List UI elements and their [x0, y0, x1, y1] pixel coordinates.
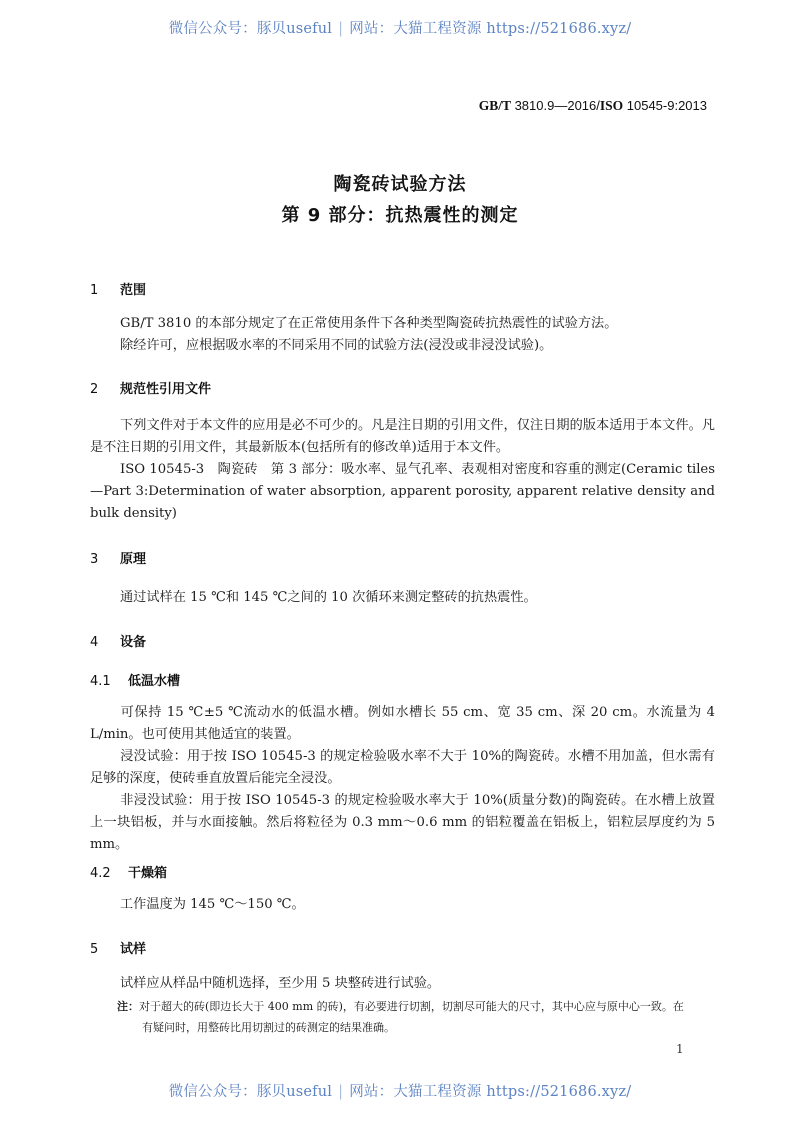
subsection-heading-4-2: 4.2 干燥箱 [90, 866, 168, 881]
section-5-note: 注：对于超大的砖(即边长大于 400 mm 的砖)，有必要进行切割，切割尽可能大的尺寸，其中心应与原中心一致。在 有疑问时，用整砖比用切割过的砖测定的结果准确。 [117, 1000, 684, 1034]
standard-code [479, 98, 707, 114]
section-heading-3: 3 原理 [90, 552, 147, 567]
watermark-site: 网站：大猫工程资源 https://521686.xyz/ [349, 21, 632, 37]
standard-code-iso: ISO [599, 98, 624, 113]
watermark-wechat: 微信公众号：豚贝useful [168, 21, 333, 37]
watermark-separator: | [338, 1084, 344, 1100]
section-heading-2: 2 规范性引用文件 [90, 382, 212, 397]
standard-code-iso-number: 10545-9:2013 [623, 98, 707, 113]
note-label: 注： [117, 1000, 139, 1013]
watermark-top [0, 17, 800, 38]
standard-code-number: 3810.9—2016/ [510, 98, 600, 113]
section-1-para-2: 除经许可，应根据吸水率的不同采用不同的试验方法(浸没或非浸没试验)。 [120, 338, 553, 353]
section-heading-4: 4 设备 [90, 635, 147, 650]
watermark-separator: | [338, 21, 344, 37]
subsection-4-1-para-2: 浸没试验：用于按 ISO 10545-3 的规定检验吸水率不大于 10%的陶瓷砖。水槽不用加盖，但水需有足够的深度，使砖垂直放置后能完全浸没。 [90, 749, 715, 786]
watermark-bottom [0, 1080, 800, 1101]
section-heading-1: 1 范围 [90, 283, 147, 298]
section-heading-5: 5 试样 [90, 942, 147, 957]
subsection-4-2-para-1: 工作温度为 145 ℃～150 ℃。 [120, 897, 305, 912]
section-2-para-2: ISO 10545-3 陶瓷砖 第 3 部分：吸水率、显气孔率、表观相对密度和容重的测定(Ceramic tiles—Part 3:Determination of water absorption, apparent porosity, apparent relative density and bulk density) [90, 462, 715, 521]
subsection-4-1-para-1: 可保持 15 ℃±5 ℃流动水的低温水槽。例如水槽长 55 cm、宽 35 cm、深 20 cm。水流量为 4 L/min。也可使用其他适宜的装置。 [90, 705, 715, 742]
section-5-para-1: 试样应从样品中随机选择，至少用 5 块整砖进行试验。 [120, 976, 441, 991]
section-3-para-1: 通过试样在 15 ℃和 145 ℃之间的 10 次循环来测定整砖的抗热震性。 [120, 590, 537, 605]
standard-code-prefix: GB/T [478, 98, 511, 113]
section-1-para-1: GB/T 3810 的本部分规定了在正常使用条件下各种类型陶瓷砖抗热震性的试验方法。 [120, 316, 618, 331]
document-subtitle: 第 9 部分：抗热震性的测定 [281, 205, 519, 226]
page-number: 1 [676, 1042, 684, 1056]
watermark-wechat: 微信公众号：豚贝useful [168, 1084, 333, 1100]
watermark-site: 网站：大猫工程资源 https://521686.xyz/ [349, 1084, 632, 1100]
subsection-heading-4-1: 4.1 低温水槽 [90, 674, 181, 689]
subsection-4-1-para-3: 非浸没试验：用于按 ISO 10545-3 的规定检验吸水率大于 10%(质量分数)的陶瓷砖。在水槽上放置上一块铝板，并与水面接触。然后将粒径为 0.3 mm～0.6 mm 的铝粒覆盖在铝板上，铝粒层厚度约为 5 mm。 [90, 793, 715, 852]
document-title: 陶瓷砖试验方法 [333, 174, 467, 195]
section-2-para-1: 下列文件对于本文件的应用是必不可少的。凡是注日期的引用文件，仅注日期的版本适用于本文件。凡是不注日期的引用文件，其最新版本(包括所有的修改单)适用于本文件。 [90, 418, 715, 455]
